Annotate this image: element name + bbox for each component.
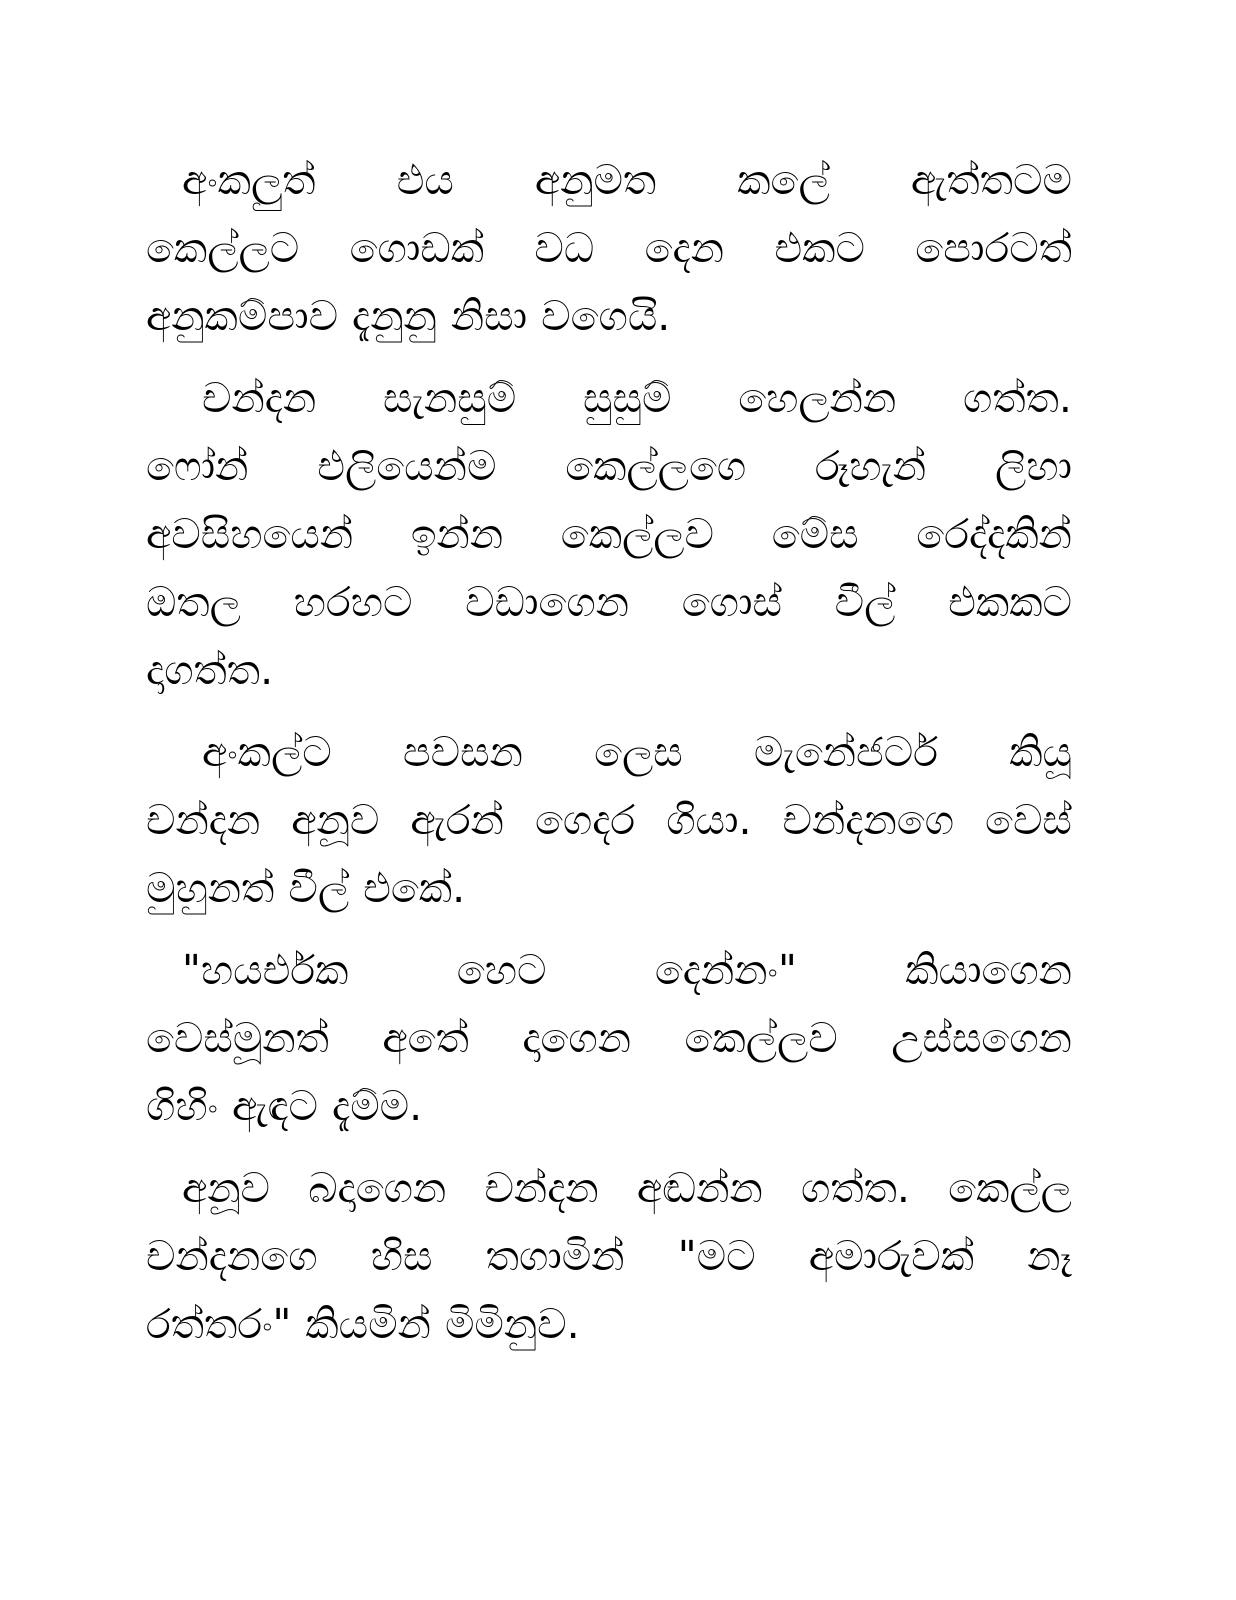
paragraph	[146, 1154, 1072, 1358]
word: බදාගෙන	[308, 1164, 447, 1212]
word: දාගත්ත.	[146, 646, 274, 694]
text-line	[146, 500, 1072, 568]
word: අනූව	[291, 796, 380, 844]
word: "හයර්එක	[182, 946, 349, 994]
paragraph	[146, 936, 1072, 1140]
word: ඇරන්	[410, 796, 504, 844]
word: තගාමින්	[485, 1232, 625, 1280]
word: වෙස්මූනත්	[146, 1014, 329, 1062]
word: කියමින්	[305, 1300, 431, 1348]
word: එය	[396, 156, 454, 204]
word: නිසා	[450, 292, 528, 340]
word: අතේ	[382, 1014, 469, 1062]
word: සැනසුම්	[383, 374, 517, 422]
word: රූහැන්	[814, 442, 927, 490]
word: කියූ	[1009, 728, 1072, 776]
paragraph	[146, 364, 1072, 704]
word: ගියා.	[666, 796, 752, 844]
word: පොරටත්	[915, 224, 1072, 272]
text-line	[146, 1222, 1072, 1290]
text-line	[146, 282, 1072, 350]
word: ගොස්	[681, 578, 782, 626]
word: අනූව	[182, 1164, 271, 1212]
text-line	[146, 936, 1072, 1004]
text-line	[146, 718, 1072, 786]
word: චන්දනගෙ	[146, 1232, 318, 1280]
word: කලේ	[737, 156, 830, 204]
word: ඇඳට	[232, 1082, 318, 1130]
word: කෙල්ලව	[560, 510, 715, 558]
word: රත්තරං"	[146, 1300, 292, 1348]
word: චන්දන	[484, 1164, 599, 1212]
text-line	[146, 786, 1072, 854]
word: ගත්ත.	[801, 1164, 910, 1212]
word: දැම්ම.	[331, 1082, 423, 1130]
word: ඉන්න	[410, 510, 504, 558]
word: වධ	[534, 224, 595, 272]
word: දෙන	[644, 224, 725, 272]
word: අනුමත	[534, 156, 657, 204]
word: ඇත්තටම	[910, 156, 1072, 204]
word: හරහට	[293, 578, 413, 626]
word: වෙස්	[985, 796, 1072, 844]
word: අඬන්න	[636, 1164, 763, 1212]
word: අනුකම්පාව	[146, 292, 339, 340]
word: පවසන	[402, 728, 523, 776]
word: කෙල්ල	[948, 1164, 1072, 1212]
word: වීල්	[834, 578, 896, 626]
word: කියාගෙන	[905, 946, 1072, 994]
text-line	[146, 636, 1072, 704]
text-line	[146, 1072, 1072, 1140]
word: රෙද්දකින්	[916, 510, 1072, 558]
text-line	[146, 568, 1072, 636]
paragraph	[146, 718, 1072, 922]
word: මැනේජර්ට	[753, 728, 939, 776]
word: ගත්ත.	[963, 374, 1072, 422]
word: දෙන්නං"	[654, 946, 797, 994]
text-line	[146, 214, 1072, 282]
word: චන්දනගෙ	[782, 796, 955, 844]
word: අමාරුවක්	[808, 1232, 975, 1280]
word: වගෙයි.	[541, 292, 671, 340]
text-line	[146, 146, 1072, 214]
word: අංකලුත්	[182, 156, 316, 204]
word: හිස	[370, 1232, 433, 1280]
text-line	[146, 432, 1072, 500]
word: එකේ.	[363, 864, 466, 912]
body-text	[146, 146, 1072, 1372]
word: කෙල්ලට	[146, 224, 300, 272]
text-line	[146, 1154, 1072, 1222]
word: අංකල්ට	[202, 728, 332, 776]
word: ඔතල	[146, 578, 241, 626]
word: චන්දන	[202, 374, 317, 422]
word: ගොඩක්	[349, 224, 485, 272]
word: ෆෝන්	[146, 442, 249, 490]
word: වීල්	[288, 864, 350, 912]
word: සුසුම්	[582, 374, 672, 422]
word: එකට	[774, 224, 865, 272]
text-line	[146, 1004, 1072, 1072]
word: මේස	[771, 510, 859, 558]
word: චන්දන	[146, 796, 261, 844]
word: ගිහිං	[146, 1082, 218, 1130]
word: කෙල්ලගෙ	[565, 442, 747, 490]
word: ලිහා	[994, 442, 1072, 490]
word: එකකට	[948, 578, 1072, 626]
word: දාගෙන	[522, 1014, 632, 1062]
word: ගෙදර	[534, 796, 636, 844]
word: උස්සගෙන	[891, 1014, 1072, 1062]
word: මිමිනුව.	[444, 1300, 580, 1348]
word: දැනුනු	[352, 292, 437, 340]
word: නෑ	[1027, 1232, 1072, 1280]
word: "මට	[677, 1232, 756, 1280]
word: හෙලන්න	[738, 374, 897, 422]
text-line	[146, 854, 1072, 922]
paragraph	[146, 146, 1072, 350]
word: මුහුනත්	[146, 864, 275, 912]
word: වඩාගෙන	[465, 578, 630, 626]
word: ලෙස	[594, 728, 683, 776]
word: අවසිහයෙන්	[146, 510, 354, 558]
word: හෙට	[456, 946, 547, 994]
text-line	[146, 364, 1072, 432]
word: කෙල්ලව	[684, 1014, 838, 1062]
word: එලියෙන්ම	[317, 442, 497, 490]
text-line	[146, 1290, 1072, 1358]
